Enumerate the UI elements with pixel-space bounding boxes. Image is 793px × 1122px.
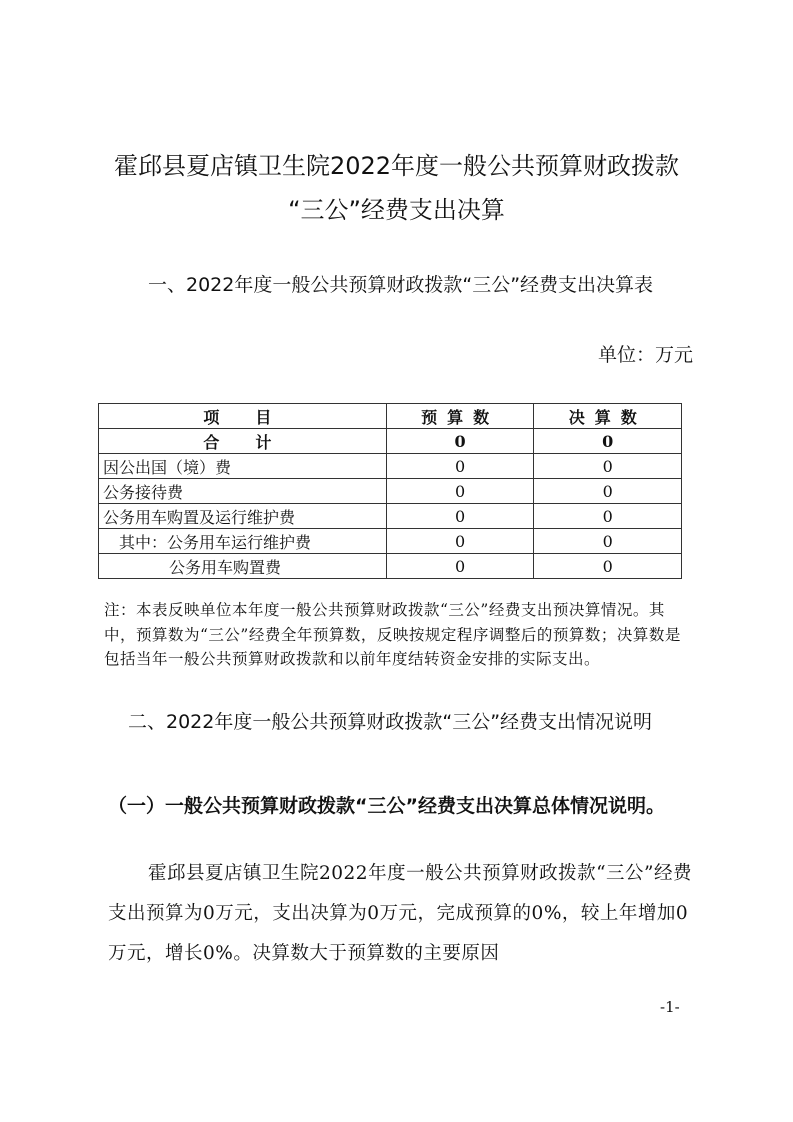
document-title-line2: “三公”经费支出决算 bbox=[288, 196, 505, 224]
paragraph-summary: 霍邱县夏店镇卫生院2022年度一般公共预算财政拨款“三公”经费支出预算为0万元，支出决算为0万元，完成预算的0%，较上年增加0万元，增长0%。决算数大于预算数的主要原因 bbox=[108, 863, 692, 964]
table-header-row bbox=[99, 404, 682, 429]
table-row bbox=[99, 454, 682, 479]
row-item: 公务用车购置费 bbox=[99, 554, 387, 579]
row-final: 0 bbox=[534, 529, 682, 554]
table-row bbox=[99, 479, 682, 504]
header-final: 决算数 bbox=[534, 404, 682, 429]
row-final: 0 bbox=[534, 554, 682, 579]
row-item: 因公出国（境）费 bbox=[99, 454, 387, 479]
row-item: 合 计 bbox=[99, 429, 387, 454]
three-public-expenses-table bbox=[98, 403, 682, 579]
row-item: 公务用车购置及运行维护费 bbox=[99, 504, 387, 529]
row-budget: 0 bbox=[386, 529, 534, 554]
header-item: 项 目 bbox=[99, 404, 387, 429]
section1-heading: 一、2022年度一般公共预算财政拨款“三公”经费支出决算表 bbox=[148, 274, 654, 296]
row-budget: 0 bbox=[386, 504, 534, 529]
row-budget: 0 bbox=[386, 479, 534, 504]
table-row bbox=[99, 554, 682, 579]
table-row bbox=[99, 504, 682, 529]
row-item: 其中：公务用车运行维护费 bbox=[99, 529, 387, 554]
row-final: 0 bbox=[534, 504, 682, 529]
header-budget: 预算数 bbox=[386, 404, 534, 429]
row-final: 0 bbox=[534, 429, 682, 454]
table-row-total bbox=[99, 429, 682, 454]
unit-label: 单位：万元 bbox=[597, 344, 693, 366]
row-final: 0 bbox=[534, 454, 682, 479]
row-item: 公务接待费 bbox=[99, 479, 387, 504]
table-note: 注：本表反映单位本年度一般公共预算财政拨款“三公”经费支出预决算情况。其中，预算数为“三公”经费全年预算数，反映按规定程序调整后的预算数；决算数是包括当年一般公共预算财政拨款和以前年度结转资金安排的实际支出。 bbox=[104, 601, 681, 668]
row-budget: 0 bbox=[386, 554, 534, 579]
row-final: 0 bbox=[534, 479, 682, 504]
table-row bbox=[99, 529, 682, 554]
page-number: -1- bbox=[660, 998, 680, 1016]
section2-heading: 二、2022年度一般公共预算财政拨款“三公”经费支出情况说明 bbox=[128, 711, 653, 733]
document-title-line1: 霍邱县夏店镇卫生院2022年度一般公共预算财政拨款 bbox=[113, 152, 680, 180]
subsection1-heading: （一）一般公共预算财政拨款“三公”经费支出决算总体情况说明。 bbox=[108, 795, 665, 817]
row-budget: 0 bbox=[386, 454, 534, 479]
row-budget: 0 bbox=[386, 429, 534, 454]
